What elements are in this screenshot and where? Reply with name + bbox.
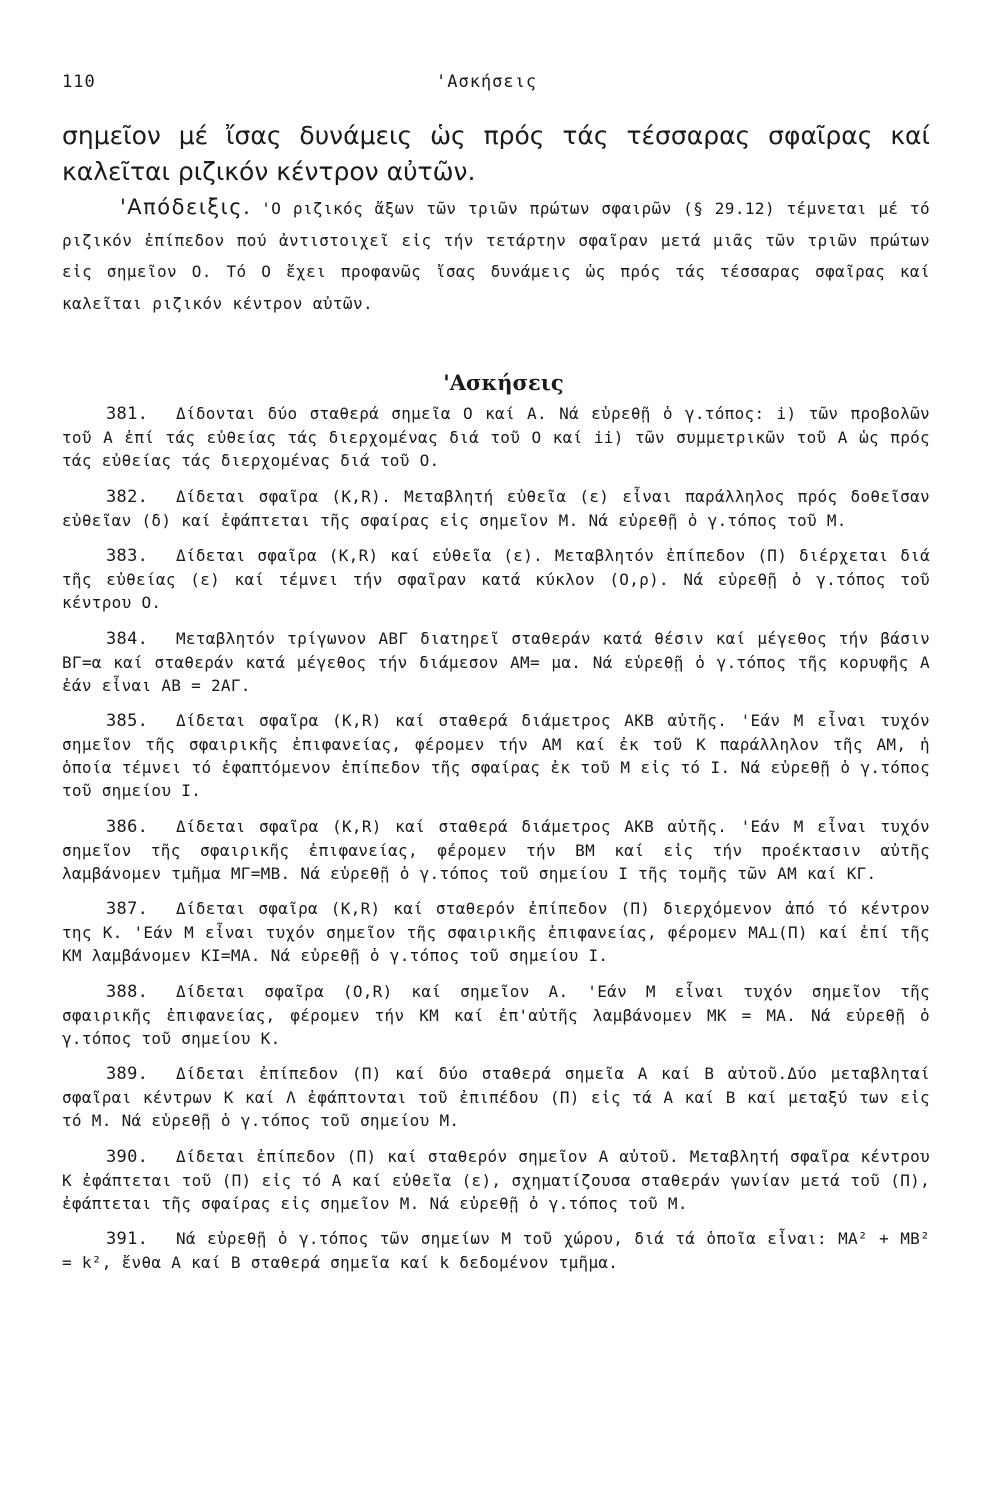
exercise-text: Δίδεται σφαῖρα (K,R) καί σταθερά διάμετρος ΑΚΒ αὐτῆς. 'Εάν M εἶναι τυχόν σημεῖον τῆς σφαιρικῆς ἐπιφανείας, φέρομεν τήν ΑΜ καί ἐκ τοῦ K παράλληλον τῆς ΑΜ, ἡ ὁποία τέμνει τό ἐφαπτόμενον ἐπίπεδον τῆς σφαίρας ἐκ τοῦ M εἰς τό I. Νά εὑρεθῇ ὁ γ.τόπος τοῦ σημείου I. <box>62 711 930 800</box>
proof-paragraph <box>62 192 930 319</box>
exercise-number: 389. <box>106 1064 149 1084</box>
exercise-number: 382. <box>106 486 149 507</box>
section-heading: 'Ασκήσεις <box>443 370 564 395</box>
exercise-text: Νά εὑρεθῇ ὁ γ.τόπος τῶν σημείων M τοῦ χώρου, διά τά ὁποῖα εἶναι: MA² + MB² = k², ἔνθα A καί B σταθερά σημεῖα καί k δεδομένον τμῆμα. <box>62 1229 930 1272</box>
exercise-number: 384. <box>106 628 149 649</box>
exercise-number: 385. <box>106 711 149 731</box>
exercise-number: 391. <box>106 1229 149 1249</box>
exercise-number: 387. <box>106 899 149 919</box>
page-header <box>62 72 945 102</box>
exercise-389 <box>62 1062 930 1132</box>
exercise-384 <box>62 627 930 697</box>
exercise-text: Δίδεται ἐπίπεδον (Π) καί σταθερόν σημεῖον A αὐτοῦ. Μεταβλητή σφαῖρα κέντρου K ἐφάπτεται τοῦ (Π) εἰς τό A καί εὐθεῖα (ε), σχηματίζουσα σταθεράν γωνίαν μετά τοῦ (Π), ἐφάπτεται τῆς σφαίρας εἰς σημεῖον M. Νά εὑρεθῇ ὁ γ.τόπος τοῦ M. <box>62 1146 930 1213</box>
exercise-381 <box>62 402 930 472</box>
exercise-388 <box>62 980 930 1050</box>
exercise-387 <box>62 897 930 967</box>
running-title: 'Ασκήσεις <box>436 72 538 92</box>
exercise-text: Μεταβλητόν τρίγωνον ΑΒΓ διατηρεῖ σταθεράν κατά θέσιν καί μέγεθος τήν βάσιν ΒΓ=α καί σταθεράν κατά μέγεθος τήν διάμεσον ΑΜ= μα. Νά εὑρεθῇ ὁ γ.τόπος τῆς κορυφῆς A ἐάν εἶναι ΑΒ = 2ΑΓ. <box>62 628 930 695</box>
exercise-text: Δίδονται δύο σταθερά σημεῖα O καί A. Νά εὑρεθῇ ὁ γ.τόπος: i) τῶν προβολῶν τοῦ A ἐπί τάς εὐθείας τάς διερχομένας διά τοῦ O καί ii) τῶν συμμετρικῶν τοῦ A ὡς πρός τάς εὐθείας τάς διερχομένας διά τοῦ O. <box>62 404 930 470</box>
exercise-number: 383. <box>106 546 149 566</box>
proof-lead: 'Απόδειξις. <box>120 195 252 219</box>
exercise-390 <box>62 1145 930 1215</box>
exercise-text: Δίδεται σφαῖρα (K,R) καί σταθερόν ἐπίπεδον (Π) διερχόμενον ἀπό τό κέντρον της K. 'Εάν M εἶναι τυχόν σημεῖον τῆς σφαιρικῆς ἐπιφανείας, φέρομεν ΜΑ⊥(Π) καί ἐπί τῆς ΚΜ λαμβάνομεν ΚΙ=ΜΑ. Νά εὑρεθῇ ὁ γ.τόπος τοῦ σημείου I. <box>62 899 930 965</box>
exercise-text: Δίδεται ἐπίπεδον (Π) καί δύο σταθερά σημεῖα A καί B αὐτοῦ.Δύο μεταβληταί σφαῖραι κέντρων K καί Λ ἐφάπτονται τοῦ ἐπιπέδου (Π) εἰς τά A καί B καί μεταξύ των εἰς τό M. Νά εὑρεθῇ ὁ γ.τόπος τοῦ σημείου M. <box>62 1064 930 1130</box>
exercise-number: 390. <box>106 1146 149 1167</box>
exercise-number: 381. <box>106 404 149 424</box>
exercise-number: 388. <box>106 981 149 1002</box>
exercise-385 <box>62 709 930 802</box>
exercise-text: Δίδεται σφαῖρα (O,R) καί σημεῖον A. 'Εάν M εἶναι τυχόν σημεῖον τῆς σφαιρικῆς ἐπιφανείας, φέρομεν τήν ΚΜ καί ἐπ'αὐτῆς λαμβάνομεν ΜΚ = ΜΑ. Νά εὑρεθῇ ὁ γ.τόπος τοῦ σημείου K. <box>62 981 930 1048</box>
exercise-list <box>62 402 930 1287</box>
exercise-386 <box>62 815 930 885</box>
exercise-text: Δίδεται σφαῖρα (K,R) καί εὐθεῖα (ε). Μεταβλητόν ἐπίπεδον (Π) διέρχεται διά τῆς εὐθείας (ε) καί τέμνει τήν σφαῖραν κατά κύκλον (O,ρ). Νά εὑρεθῇ ὁ γ.τόπος τοῦ κέντρου O. <box>62 546 930 612</box>
exercise-number: 386. <box>106 816 149 837</box>
intro-paragraph: σημεῖον μέ ἴσας δυνάμεις ὡς πρός τάς τέσσαρας σφαῖρας καί καλεῖται ριζικόν κέντρον αὐτῶν. <box>62 121 930 186</box>
page-number: 110 <box>62 72 96 92</box>
proof-text: 'Ο ριζικός ἄξων τῶν τριῶν πρώτων σφαιρῶν (§ 29.12) τέμνεται μέ τό ριζικόν ἐπίπεδον πού ἀντιστοιχεῖ εἰς τήν τετάρτην σφαῖραν μετά μιᾶς τῶν τριῶν πρώτων εἰς σημεῖον O. Τό O ἔχει προφανῶς ἴσας δυνάμεις ὡς πρός τάς τέσσαρας σφαῖρας καί καλεῖται ριζικόν κέντρον αὐτῶν. <box>62 199 930 313</box>
exercise-391 <box>62 1227 930 1274</box>
exercise-383 <box>62 544 930 614</box>
exercise-text: Δίδεται σφαῖρα (K,R) καί σταθερά διάμετρος ΑΚΒ αὐτῆς. 'Εάν M εἶναι τυχόν σημεῖον τῆς σφαιρικῆς ἐπιφανείας, φέρομεν τήν ΒΜ καί εἰς τήν προέκτασιν αὐτῆς λαμβάνομεν τμῆμα ΜΓ=ΜΒ. Νά εὑρεθῇ ὁ γ.τόπος τοῦ σημείου I τῆς τομῆς τῶν ΑΜ καί ΚΓ. <box>62 816 930 883</box>
exercise-text: Δίδεται σφαῖρα (K,R). Μεταβλητή εὐθεῖα (ε) εἶναι παράλληλος πρός δοθεῖσαν εὐθεῖαν (δ) καί ἐφάπτεται τῆς σφαίρας εἰς σημεῖον M. Νά εὑρεθῇ ὁ γ.τόπος τοῦ M. <box>62 486 930 530</box>
exercise-382 <box>62 485 930 532</box>
